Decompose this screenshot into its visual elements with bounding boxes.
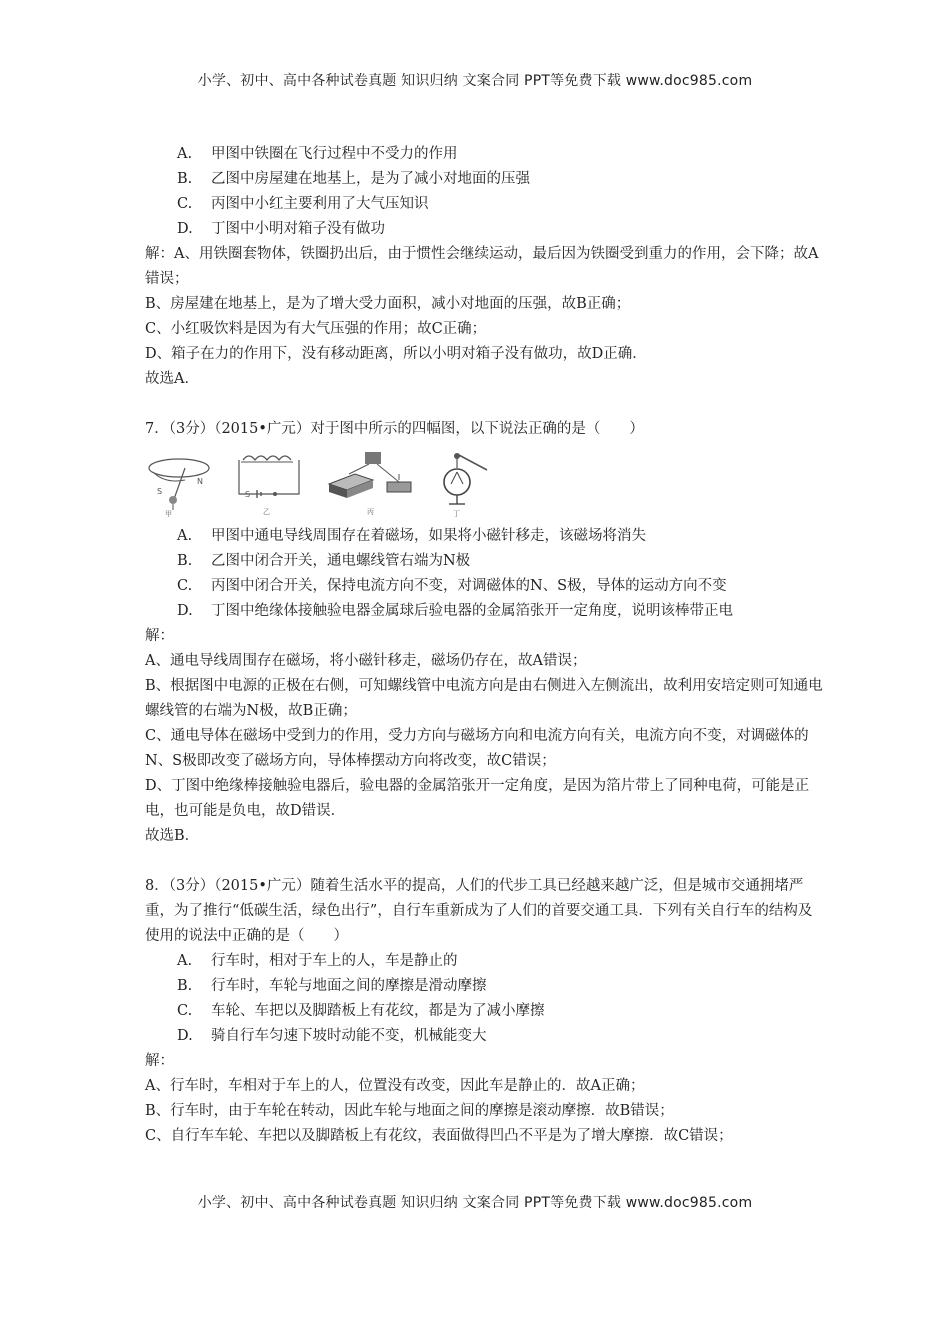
q8-stem: 8．（3分）（2015•广元）随着生活水平的提高，人们的代步工具已经越来越广泛，但是城市交通拥堵严重，为了推行“低碳生活，绿色出行”，自行车重新成为了人们的首要交通工具．下列有关自行车的结构及使用的说法中正确的是（ ） [145,878,813,944]
q8-solution [145,1049,825,1149]
q8-option-a: A. 行车时，相对于车上的人，车是静止的 [177,953,458,969]
q8-option-d: D. 骑自行车匀速下坡时动能不变，机械能变大 [177,1028,487,1044]
q7-figure-yi [231,450,307,518]
q7-options [145,524,825,624]
q7-figure-ding-label: 丁 [453,510,460,518]
page-footer: 小学、初中、高中各种试卷真题 知识归纳 文案合同 PPT等免费下载 www.doc985.com [197,1195,753,1211]
page-content [145,142,825,1149]
q7-figure-bing-label: 丙 [367,508,374,516]
q6-solution-line: B、房屋建在地基上，是为了增大受力面积，减小对地面的压强，故B正确； [145,296,631,312]
q7-stem: 7．（3分）（2015•广元）对于图中所示的四幅图，以下说法正确的是（ ） [145,421,644,437]
q7-option-b: B. 乙图中闭合开关，通电螺线管右端为N极 [177,553,471,569]
q7-option-c: C. 丙图中闭合开关，保持电流方向不变，对调磁体的N、S极，导体的运动方向不变 [177,578,727,594]
q7-solution-line: 解： [145,628,174,644]
q7-figures [145,450,825,518]
q7-option-a: A. 甲图中通电导线周围存在着磁场，如果将小磁针移走，该磁场将消失 [177,528,646,544]
q7-solution-line: C、通电导体在磁场中受到力的作用，受力方向与磁场方向和电流方向有关，电流方向不变，对调磁体的N、S极即改变了磁场方向，导体棒摆动方向将改变，故C错误； [145,728,809,769]
q7-solution-line: D、丁图中绝缘棒接触验电器后，验电器的金属箔张开一定角度，是因为箔片带上了同种电荷，可能是正电，也可能是负电，故D错误． [145,778,810,819]
q8-options [145,949,825,1049]
q6-option-d: D. 丁图中小明对箱子没有做功 [177,221,385,237]
q6-solution-line: 解：A、用铁圈套物体，铁圈扔出后，由于惯性会继续运动，最后因为铁圈受到重力的作用，会下降；故A错误； [145,246,819,287]
q8-solution-line: 解： [145,1053,174,1069]
q6-options [145,142,825,242]
q7-figure-jia [145,450,215,518]
q7-figure-ding [437,450,507,518]
q8-solution-line: A、行车时，车相对于车上的人，位置没有改变，因此车是静止的．故A正确； [145,1078,645,1094]
q8-option-b: B. 行车时，车轮与地面之间的摩擦是滑动摩擦 [177,978,487,994]
q7-solution-line: A、通电导线周围存在磁场，将小磁针移走，磁场仍存在，故A错误； [145,653,587,669]
q7-solution [145,624,825,849]
q6-option-c: C. 丙图中小红主要利用了大气压知识 [177,196,429,212]
q7-figure-bing [321,450,421,518]
q8-solution-line: B、行车时，由于车轮在转动，因此车轮与地面之间的摩擦是滚动摩擦．故B错误； [145,1103,674,1119]
q7-figure-yi-label: 乙 [263,508,270,516]
page-header: 小学、初中、高中各种试卷真题 知识归纳 文案合同 PPT等免费下载 www.doc985.com [197,73,753,89]
q7-solution-line: 故选B． [145,828,200,844]
q7-figure-jia-n-label: N [197,477,203,486]
q7-figure-jia-s-label: S [157,487,163,496]
q7-option-d: D. 丁图中绝缘体接触验电器金属球后验电器的金属箔张开一定角度，说明该棒带正电 [177,603,733,619]
q6-option-a: A. 甲图中铁圈在飞行过程中不受力的作用 [177,146,458,162]
q6-solution-line: C、小红吸饮料是因为有大气压强的作用；故C正确； [145,321,487,337]
q6-solution [145,242,825,392]
q6-solution-line: D、箱子在力的作用下，没有移动距离，所以小明对箱子没有做功，故D正确． [145,346,647,362]
q6-solution-line: 故选A． [145,371,199,387]
q7-solution-line: B、根据图中电源的正极在右侧，可知螺线管中电流方向是由右侧进入左侧流出，故利用安培定则可知通电螺线管的右端为N极，故B正确； [145,678,823,719]
q7-figure-yi-s-label: S [245,490,251,499]
q8-solution-line: C、自行车车轮、车把以及脚踏板上有花纹，表面做得凹凸不平是为了增大摩擦．故C错误； [145,1128,733,1144]
q6-option-b: B. 乙图中房屋建在地基上，是为了减小对地面的压强 [177,171,530,187]
q8-option-c: C. 车轮、车把以及脚踏板上有花纹，都是为了减小摩擦 [177,1003,545,1019]
q7-figure-jia-label: 甲 [165,510,172,518]
